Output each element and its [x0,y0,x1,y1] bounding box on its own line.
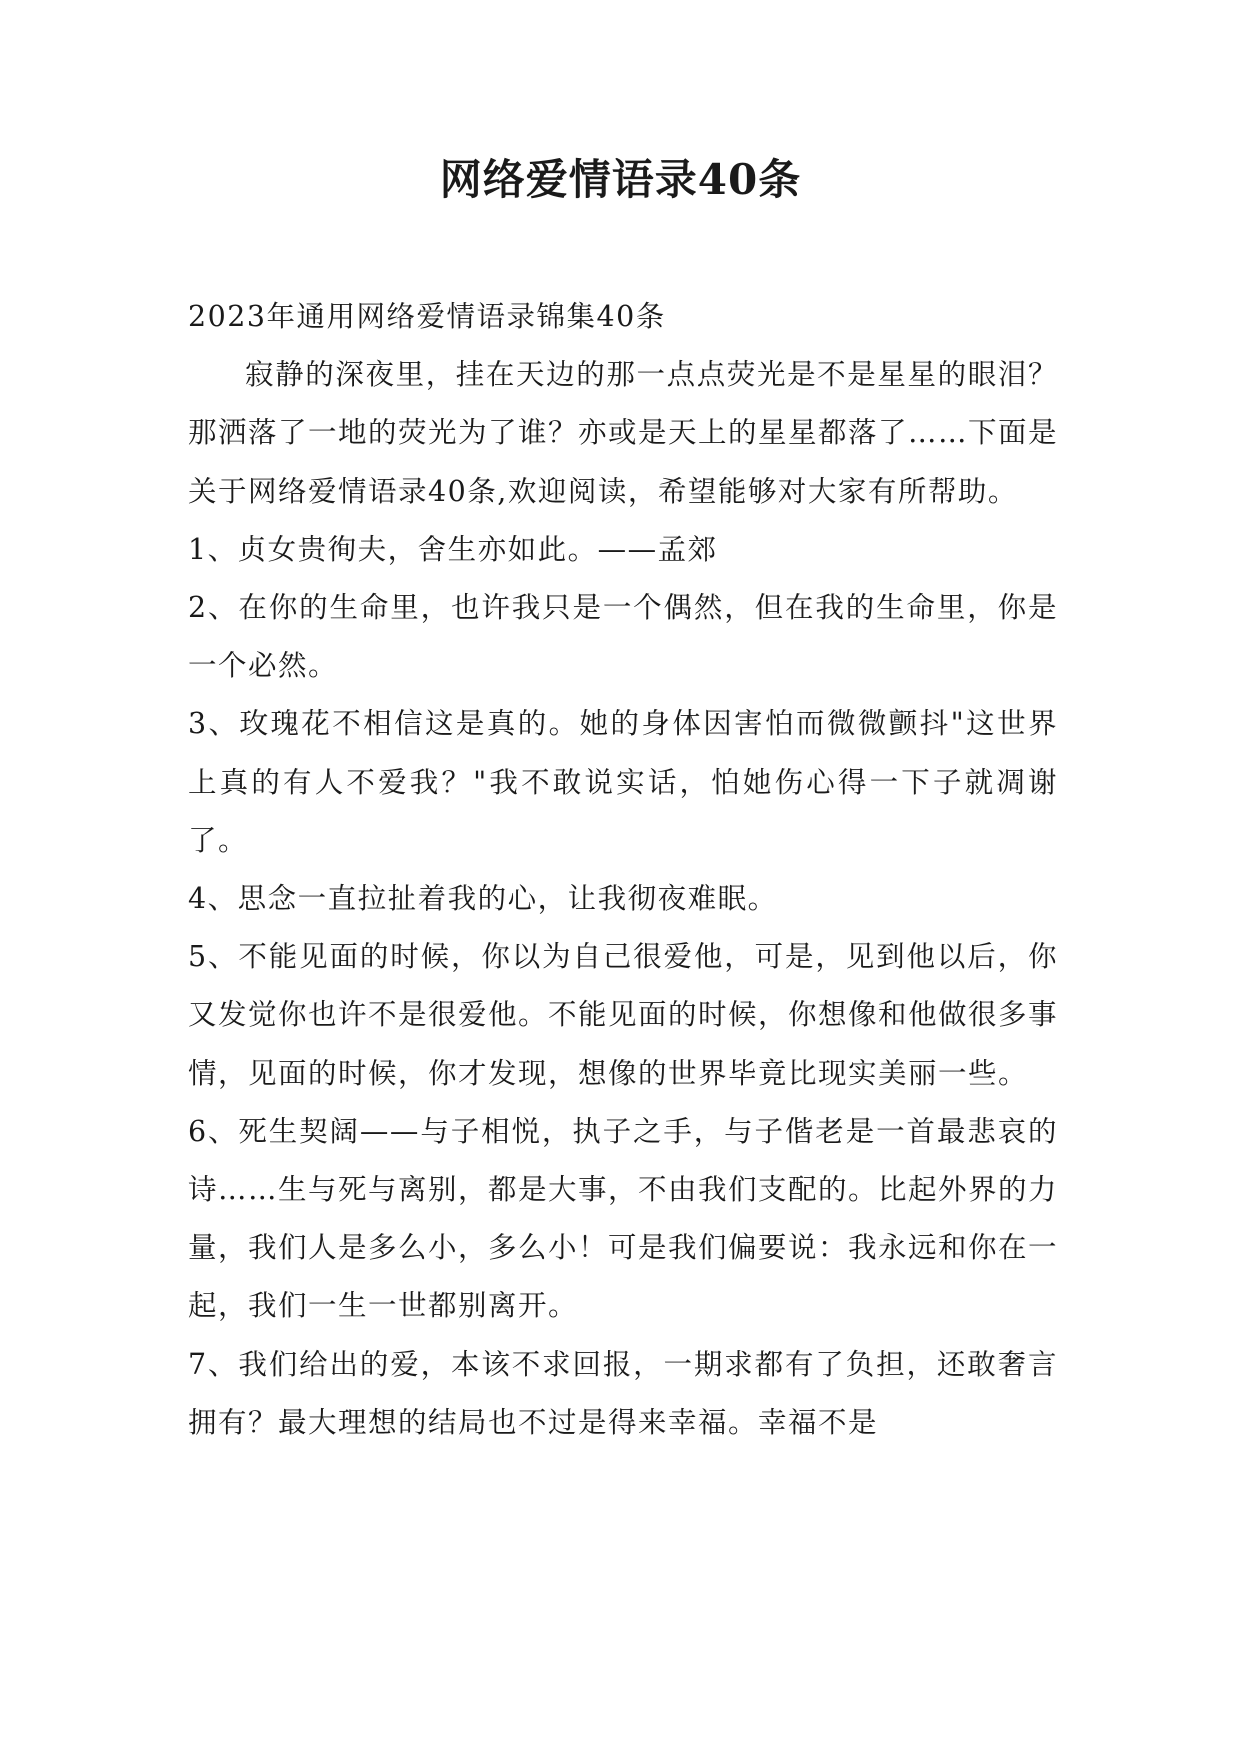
quote-item-1: 1、贞女贵徇夫，舍生亦如此。——孟郊 [188,532,718,566]
quote-item-6: 6、死生契阔——与子相悦，执子之手，与子偕老是一首最悲哀的诗……生与死与离别，都是大事，不由我们支配的。比起外界的力量，我们人是多么小，多么小！可是我们偏要说：我永远和你在一起，我们一生一世都别离开。 [188,1114,1059,1323]
quote-item-5: 5、不能见面的时候，你以为自己很爱他，可是，见到他以后，你又发觉你也许不是很爱他。不能见面的时候，你想像和他做很多事情，见面的时候，你才发现，想像的世界毕竟比现实美丽一些。 [188,940,1059,1090]
intro-paragraph: 寂静的深夜里，挂在天边的那一点点荧光是不是星星的眼泪？那洒落了一地的荧光为了谁？亦或是天上的星星都落了……下面是关于网络爱情语录40条,欢迎阅读，希望能够对大家有所帮助。 [188,358,1059,508]
quote-item-2: 2、在你的生命里，也许我只是一个偶然，但在我的生命里，你是一个必然。 [188,591,1058,683]
document-subtitle: 2023年通用网络爱情语录锦集40条 [188,300,666,333]
quote-item-7: 7、我们给出的爱，本该不求回报，一期求都有了负担，还敢奢言拥有？最大理想的结局也不过是得来幸福。幸福不是 [188,1347,1058,1439]
quote-item-4: 4、思念一直拉扯着我的心，让我彻夜难眠。 [188,882,778,916]
quote-item-3: 3、玫瑰花不相信这是真的。她的身体因害怕而微微颤抖"这世界上真的有人不爱我？"我不敢说实话，怕她伤心得一下子就凋谢了。 [188,707,1058,857]
document-title: 网络爱情语录40条 [439,155,802,204]
document-body [188,288,1058,1452]
